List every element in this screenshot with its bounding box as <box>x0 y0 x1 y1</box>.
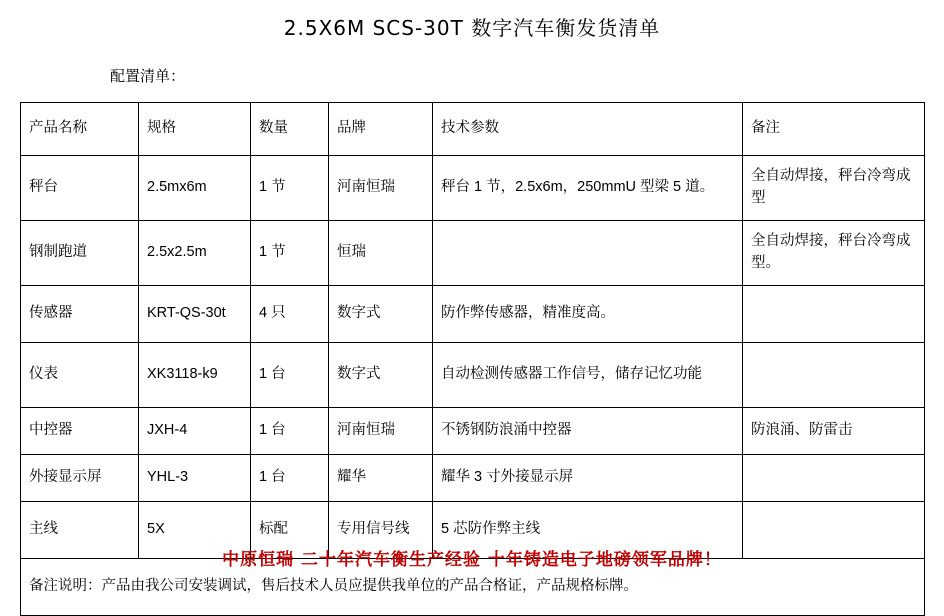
table-row <box>21 455 925 502</box>
cell-brand: 数字式 <box>329 343 433 408</box>
cell-qty: 1 节 <box>251 156 329 221</box>
cell-brand: 河南恒瑞 <box>329 408 433 455</box>
cell-qty: 4 只 <box>251 286 329 343</box>
table-row <box>21 343 925 408</box>
cell-remark: 全自动焊接，秤台冷弯成型 <box>743 156 925 221</box>
footer-slogan: 中原恒瑞 二十年汽车衡生产经验 十年铸造电子地磅领军品牌！ <box>222 550 722 570</box>
table-row <box>21 286 925 343</box>
cell-qty: 标配 <box>251 502 329 559</box>
cell-remark <box>743 343 925 408</box>
cell-name: 外接显示屏 <box>21 455 139 502</box>
column-header-brand: 品牌 <box>329 103 433 156</box>
cell-spec: 2.5mx6m <box>139 156 251 221</box>
cell-brand: 耀华 <box>329 455 433 502</box>
cell-params: 秤台 1 节，2.5x6m，250mmU 型梁 5 道。 <box>433 156 743 221</box>
table-row <box>21 408 925 455</box>
cell-remark: 全自动焊接，秤台冷弯成型。 <box>743 221 925 286</box>
cell-spec: 2.5x2.5m <box>139 221 251 286</box>
cell-params <box>433 221 743 286</box>
page-title: 2.5X6M SCS-30T 数字汽车衡发货清单 <box>283 16 661 40</box>
table-row <box>21 221 925 286</box>
cell-brand: 恒瑞 <box>329 221 433 286</box>
spec-table <box>20 102 925 616</box>
cell-params: 防作弊传感器，精准度高。 <box>433 286 743 343</box>
cell-qty: 1 台 <box>251 343 329 408</box>
cell-name: 仪表 <box>21 343 139 408</box>
cell-params: 自动检测传感器工作信号，储存记忆功能 <box>433 343 743 408</box>
cell-spec: XK3118-k9 <box>139 343 251 408</box>
cell-spec: JXH-4 <box>139 408 251 455</box>
column-header-spec: 规格 <box>139 103 251 156</box>
cell-brand: 河南恒瑞 <box>329 156 433 221</box>
section-subtitle: 配置清单： <box>110 68 186 85</box>
cell-brand: 数字式 <box>329 286 433 343</box>
cell-name: 传感器 <box>21 286 139 343</box>
column-header-remark: 备注 <box>743 103 925 156</box>
cell-params: 5 芯防作弊主线 <box>433 502 743 559</box>
column-header-params: 技术参数 <box>433 103 743 156</box>
cell-name: 主线 <box>21 502 139 559</box>
column-header-qty: 数量 <box>251 103 329 156</box>
cell-spec: 5X <box>139 502 251 559</box>
cell-remark <box>743 286 925 343</box>
cell-qty: 1 台 <box>251 455 329 502</box>
cell-spec: KRT-QS-30t <box>139 286 251 343</box>
cell-params: 不锈钢防浪涌中控器 <box>433 408 743 455</box>
cell-params: 耀华 3 寸外接显示屏 <box>433 455 743 502</box>
table-header-row <box>21 103 925 156</box>
column-header-name: 产品名称 <box>21 103 139 156</box>
table-row <box>21 156 925 221</box>
cell-remark: 防浪涌、防雷击 <box>743 408 925 455</box>
cell-brand: 专用信号线 <box>329 502 433 559</box>
cell-qty: 1 节 <box>251 221 329 286</box>
cell-name: 钢制跑道 <box>21 221 139 286</box>
cell-qty: 1 台 <box>251 408 329 455</box>
cell-name: 中控器 <box>21 408 139 455</box>
cell-name: 秤台 <box>21 156 139 221</box>
cell-spec: YHL-3 <box>139 455 251 502</box>
cell-remark <box>743 455 925 502</box>
spec-table-container <box>20 102 924 616</box>
note-text: 备注说明：产品由我公司安装调试，售后技术人员应提供我单位的产品合格证，产品规格标牌。 <box>21 559 925 616</box>
